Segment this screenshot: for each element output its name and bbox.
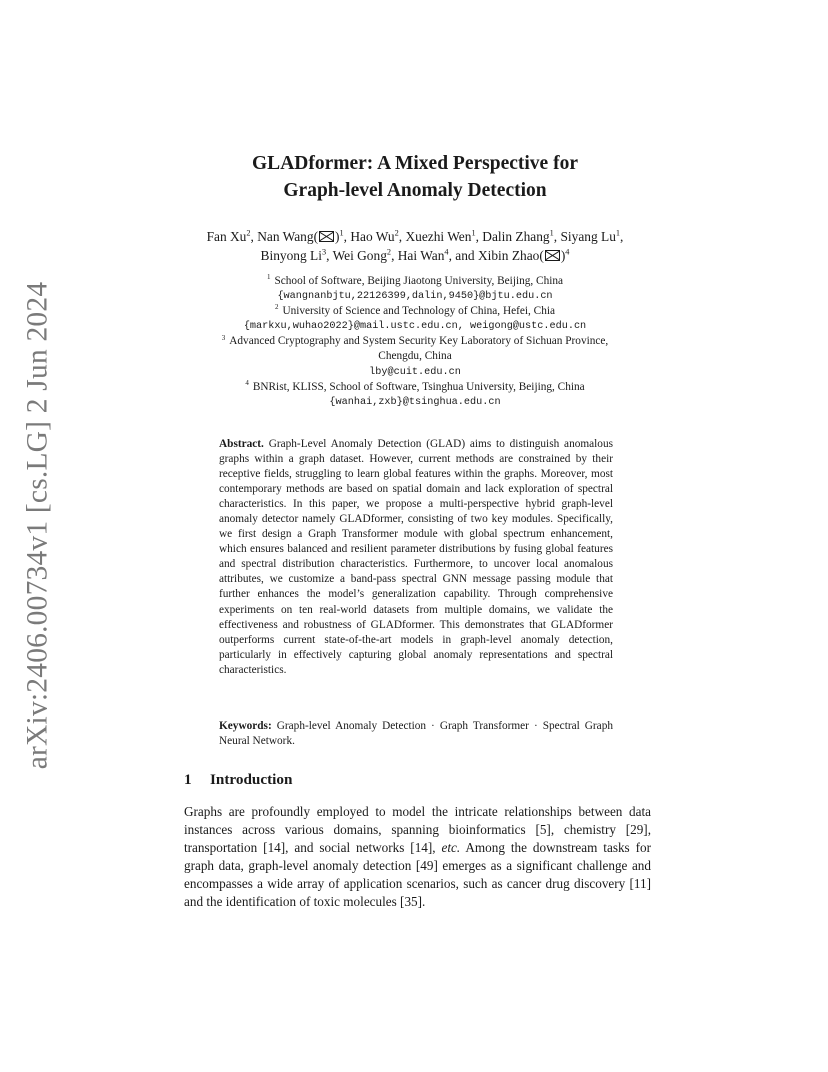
affiliation-number: 2 (274, 303, 279, 312)
section-heading (184, 771, 292, 789)
author-line-1: Fan Xu$^2$, Nan Wang( )$^1$, Hao Wu$^2$, Xuezhi Wen$^1$, Dalin Zhang$^1$, Siyang Lu$^1$, (206, 228, 624, 244)
affiliation-line (150, 334, 680, 349)
author-name: Xuezhi Wen (405, 229, 472, 244)
author-name: Siyang Lu (560, 229, 616, 244)
author-affiliation: 1 (549, 228, 554, 238)
introduction-paragraph (184, 803, 651, 910)
affiliation-name: School of Software, Beijing Jiaotong University, Beijing, China (274, 275, 564, 287)
intro-text-2: Among the downstream tasks for graph data, graph-level anomaly detection [49] emerges as a significant challenge and encompasses a wide array of application scenarios, such as cancer drug discovery [11] and the identification of toxic molecules [35]. (184, 839, 651, 909)
author-affiliation: 1 (615, 228, 621, 238)
author-affiliation: 2 (394, 228, 399, 238)
keywords-label: Keywords: (219, 720, 272, 732)
author-affiliation: 1 (339, 228, 344, 238)
author-name: Binyong Li (260, 247, 322, 263)
paper-title (150, 150, 680, 204)
intro-text-1: Graphs are profoundly employed to model the intricate relationships between data instances across various domains, spanning bioinformatics [5], chemistry [29], transportation [14], and social networks [14], (184, 804, 651, 855)
section-number: 1 (184, 771, 192, 788)
author-affiliation: 4 (444, 247, 449, 257)
affiliation-number: 4 (245, 378, 249, 387)
affiliation-line (150, 380, 680, 395)
abstract-text: Graph-Level Anomaly Detection (GLAD) aims to distinguish anomalous graphs within a graph dataset. However, current methods are constrained by their receptive fields, struggling to learn global features within the graphs. Moreover, most contemporary methods are based on spatial domain and lack exploration of spectral characteristics. In this paper, we propose a multi-perspective hybrid graph-level anomaly detector namely GLADformer, consisting of two key modules. Specifically, we first design a Graph Transformer module with global spectrum enhancement, which ensures balanced and resilient parameter distributions by fusing global features and spectral distribution characteristics. Furthermore, to uncover local anomalous attributes, we customize a band-pass spectral GNN message passing module that further enhances the model’s generalization capability. Through comprehensive experiments on ten real-world datasets from multiple domains, we validate the effectiveness and robustness of GLADformer. This demonstrates that GLADformer outperforms current state-of-the-art models in graph-level anomaly detection, particularly in effectively capturing global anomaly representations and spectral characteristics. (219, 438, 614, 676)
intro-etc: etc. (441, 839, 461, 855)
author-name: Xibin Zhao (477, 247, 540, 263)
author-affiliation: 3 (321, 247, 327, 257)
affiliation-number: 3 (221, 333, 226, 342)
section-title: Introduction (210, 771, 293, 788)
abstract (219, 437, 613, 678)
author-affiliation: 2 (246, 228, 251, 238)
title-line-1: GLADformer: A Mixed Perspective for (252, 153, 578, 174)
author-name: Hao Wu (350, 229, 395, 244)
author-affiliation: 4 (565, 247, 570, 257)
affiliation-number: 1 (266, 273, 271, 282)
affiliation-email: {wanhai,zxb}@tsinghua.edu.cn (329, 396, 501, 408)
affiliation-name: University of Science and Technology of China, Hefei, Chia (282, 305, 556, 318)
author-list (150, 228, 680, 265)
affiliation-line: Chengdu, China (378, 350, 452, 363)
affiliation-list (150, 274, 680, 410)
affiliation-name: Advanced Cryptography and System Security Key Laboratory of Sichuan Province, (229, 335, 609, 348)
author-line-2: Binyong Li$^3$, Wei Gong$^2$, Hai Wan$^4$, and Xibin Zhao( )$^4$ (260, 247, 570, 263)
affiliation-email: lby@cuit.edu.cn (369, 366, 461, 378)
author-name: Hai Wan (397, 247, 445, 263)
author-affiliation: 1 (471, 228, 476, 238)
arxiv-side-stamp (14, 281, 62, 769)
keywords (219, 719, 613, 749)
abstract-label: Abstract. (219, 438, 264, 450)
author-affiliation: 2 (386, 247, 392, 257)
author-name: Wei Gong (332, 247, 387, 263)
author-name: Nan Wang (257, 229, 314, 244)
affiliation-name: BNRist, KLISS, School of Software, Tsinghua University, Beijing, China (252, 380, 585, 393)
arxiv-identifier: arXiv:2406.00734v1 [cs.LG] 2 Jun 2024 (21, 281, 54, 769)
title-line-2: Graph-level Anomaly Detection (283, 180, 547, 201)
affiliation-email: {markxu,wuhao2022}@mail.ustc.edu.cn, weigong@ustc.edu.cn (243, 321, 587, 333)
envelope-icon (545, 250, 560, 261)
keywords-text: Graph-level Anomaly Detection · Graph Transformer · Spectral Graph Neural Network. (219, 720, 613, 748)
author-name: Dalin Zhang (482, 229, 550, 244)
author-name: Fan Xu (206, 229, 247, 244)
affiliation-line (150, 304, 680, 319)
envelope-icon (319, 231, 334, 242)
affiliation-line (150, 274, 680, 289)
affiliation-email: {wangnanbjtu,22126399,dalin,9450}@bjtu.edu.cn (277, 291, 553, 303)
